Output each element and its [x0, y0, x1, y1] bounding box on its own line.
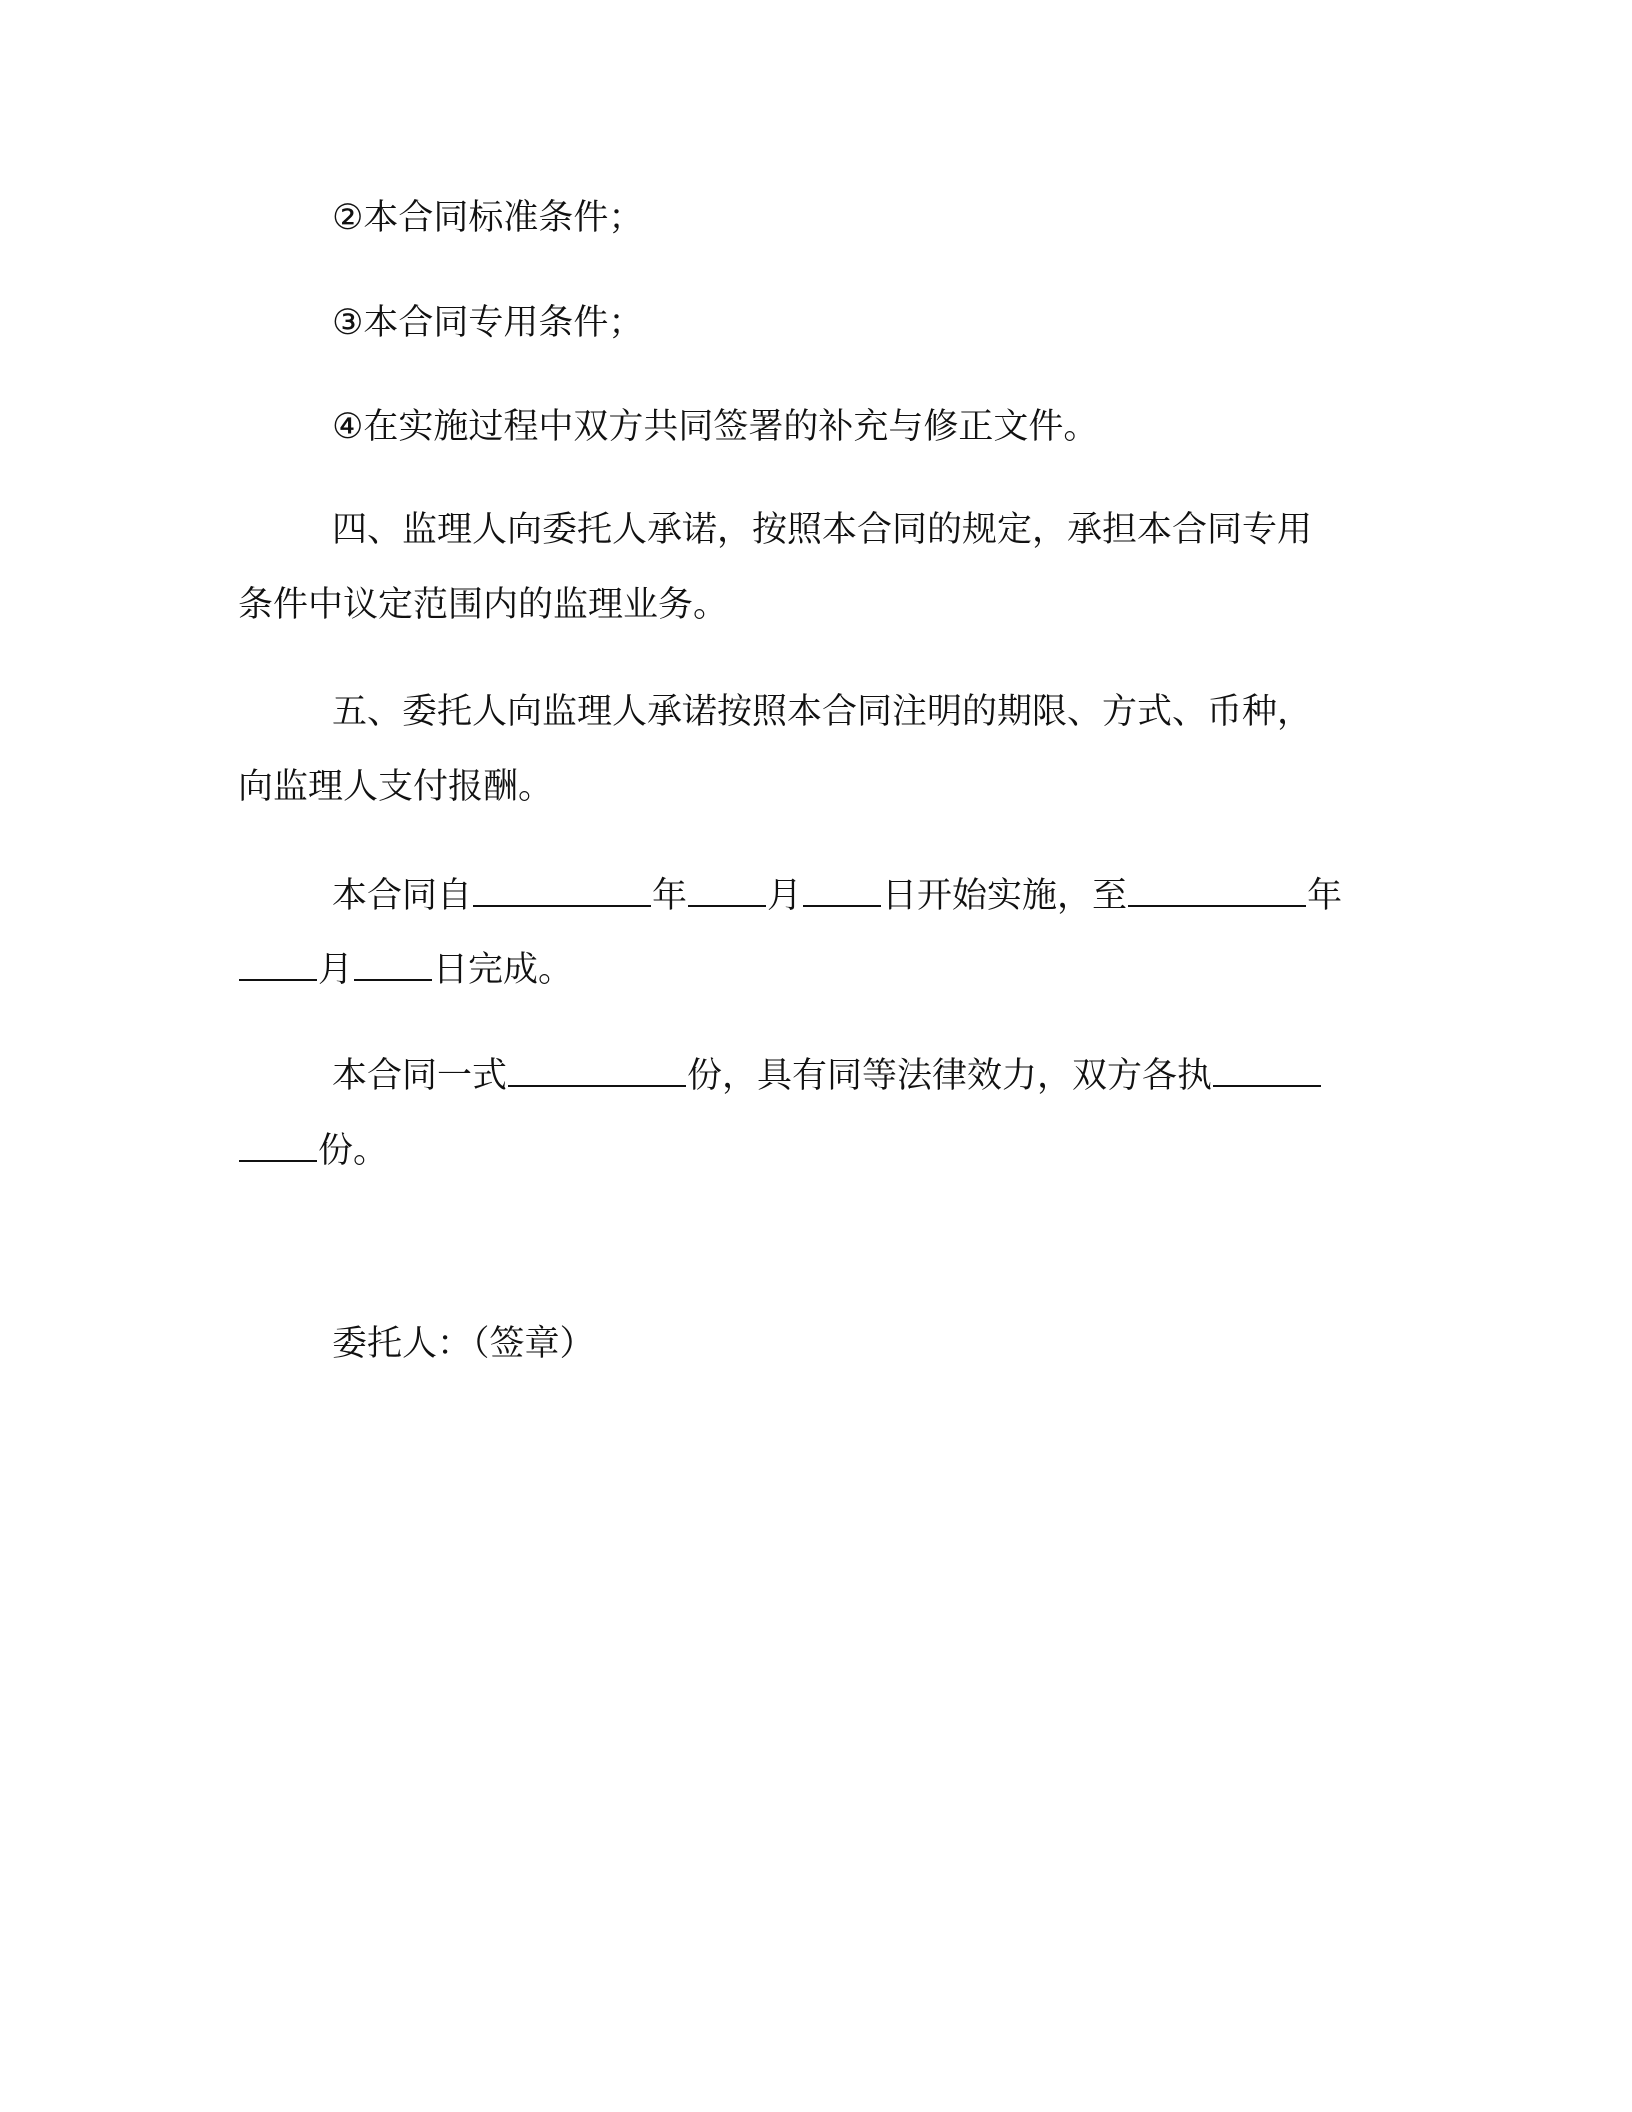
term-year-label: 年 — [652, 876, 688, 916]
signature-label: 委托人：（签章） — [332, 1324, 595, 1364]
copies-line-2 — [238, 1124, 388, 1173]
term-month-label: 月 — [767, 876, 803, 916]
item-special-conditions: ③本合同专用条件； — [332, 303, 644, 343]
item-supplementary-documents: ④在实施过程中双方共同签署的补充与修正文件。 — [332, 407, 1099, 447]
term-start-prefix: 本合同自 — [332, 876, 473, 916]
term-line-1 — [332, 869, 1342, 918]
item-standard-conditions: ②本合同标准条件； — [332, 198, 644, 238]
copies-each-blank-continued[interactable] — [239, 1124, 317, 1162]
end-month-blank[interactable] — [239, 943, 317, 981]
copies-suffix: 份。 — [318, 1131, 389, 1171]
clause-4-line-2: 条件中议定范围内的监理业务。 — [238, 585, 729, 625]
term-year2-label: 年 — [1307, 876, 1343, 916]
copies-prefix: 本合同一式 — [332, 1056, 508, 1096]
term-line-2 — [238, 943, 573, 992]
clause-5-line-1: 五、委托人向监理人承诺按照本合同注明的期限、方式、币种， — [332, 692, 1313, 732]
copies-total-blank[interactable] — [508, 1049, 686, 1087]
clause-4-line-1: 四、监理人向委托人承诺，按照本合同的规定，承担本合同专用 — [332, 510, 1313, 550]
end-year-blank[interactable] — [1128, 869, 1306, 907]
copies-each-blank[interactable] — [1213, 1049, 1321, 1087]
start-day-blank[interactable] — [803, 869, 881, 907]
term-day-end-label: 日完成。 — [433, 950, 574, 990]
copies-middle: 份，具有同等法律效力，双方各执 — [687, 1056, 1213, 1096]
end-day-blank[interactable] — [354, 943, 432, 981]
term-day-start-label: 日开始实施，至 — [882, 876, 1128, 916]
copies-line-1 — [332, 1049, 1322, 1098]
start-month-blank[interactable] — [688, 869, 766, 907]
term-month2-label: 月 — [318, 950, 354, 990]
start-year-blank[interactable] — [473, 869, 651, 907]
clause-5-line-2: 向监理人支付报酬。 — [238, 767, 554, 807]
